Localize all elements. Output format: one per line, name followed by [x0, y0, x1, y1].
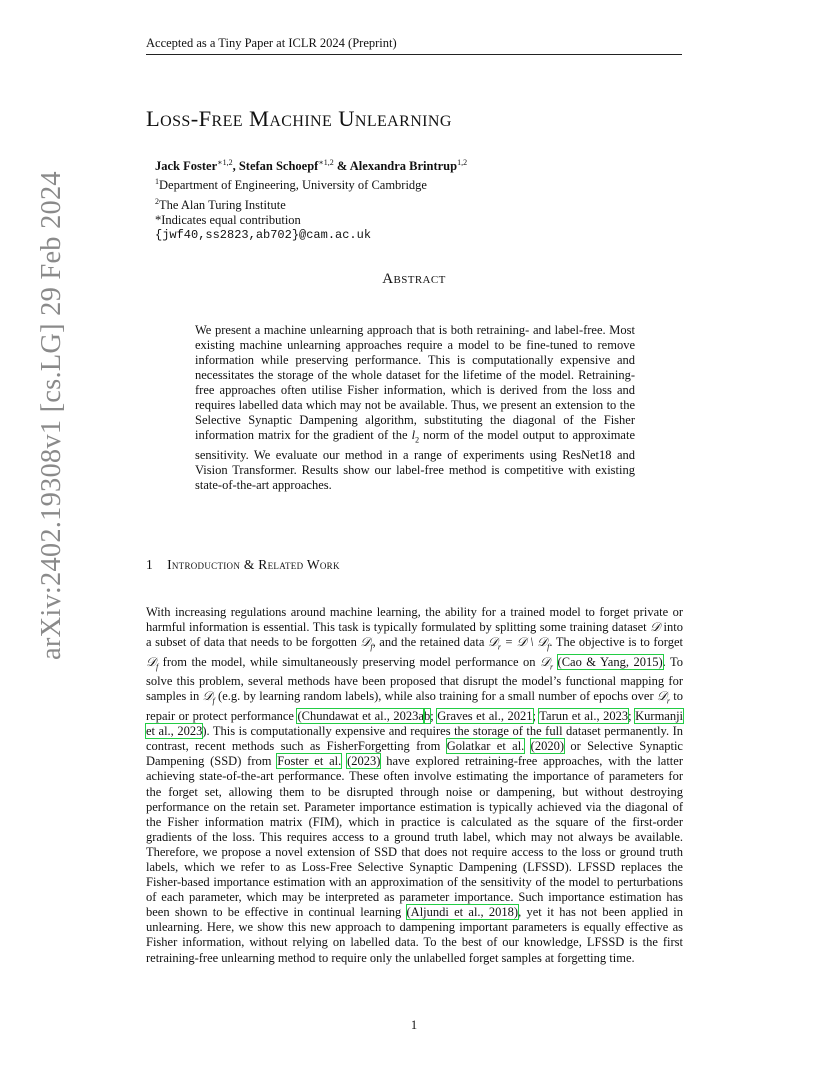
author-names [155, 155, 467, 174]
body-paragraph: With increasing regulations around machine learning, the ability for a trained model to forget private or harmful information is essential. This task is typically formulated by splitting some training dataset 𝒟 into a subset of data that needs to be forgotten 𝒟$_f$, and the retained data 𝒟$_r$ = 𝒟 \ 𝒟$_f$. The objective is to forget 𝒟$_f$ from the model, while simultaneously preserving model performance on 𝒟$_r$ (Cao & Yang, 2015). To solve this problem, several methods have been proposed that disrupt the model’s functional mapping for samples in 𝒟$_f$ (e.g. by learning random labels), while also training for a small number of epochs over 𝒟$_r$ to repair or protect performance (Chundawat et al., 2023ab; Graves et al., 2021; Tarun et al., 2023; Kurmanji et al., 2023). This is computationally expensive and requires the storage of the full dataset permanently. In contrast, recent methods such as FisherForgetting from Golatkar et al. (2020) or Selective Synaptic Dampening (SSD) from Foster et al. (2023) have explored retraining-free approaches, with the latter achieving state-of-the-art performance. These often involve estimating the importance of parameters for the forget set, allowing them to be disrupted through noise or dampening, but without destroying performance on the retain set. Parameter importance estimation is typically achieved via the diagonal of the Fisher information matrix (FIM), which in practice is calculated as the square of the first-order gradients of the loss. This requires access to a ground truth label, which may not always be available. Therefore, we propose a novel extension of SSD that does not require access to the loss or ground truth labels, which we refer to as Loss-Free Selective Synaptic Dampening (LFSSD). LFSSD replaces the Fisher-based importance estimation with an approximation of the sensitivity of the model to perturbations of each parameter, which may be interpreted as parameter importance. Such importance estimation has been shown to be effective in continual learning (Aljundi et al., 2018), yet it has not been applied in unlearning. Here, we show this new approach to dampening important parameters is equally effective as Fisher information, without relying on labelled data. To the best of our knowledge, LFSSD is the first retraining-free unlearning method to require only the unlabelled forget samples at forgetting time. [146, 605, 684, 965]
citation-link[interactable]: Golatkar et al. [446, 739, 525, 754]
citation-link[interactable]: (Aljundi et al., 2018) [406, 905, 519, 920]
arxiv-identifier: arXiv:2402.19308v1 [cs.LG] 29 Feb 2024 [36, 171, 67, 660]
author-3-affil: 1,2 [457, 158, 468, 167]
affiliation-1: $^1$Department of Engineering, University of Cambridge [155, 177, 427, 193]
citation-link[interactable]: b [423, 709, 431, 724]
section-title: Introduction & Related Work [167, 557, 340, 572]
abstract-heading: Abstract [382, 271, 446, 287]
author-separator: , [232, 159, 239, 174]
paper-title: Loss-Free Machine Unlearning [146, 106, 452, 131]
author-2-affil: ∗1,2 [318, 158, 334, 167]
page-number: 1 [410, 1018, 418, 1032]
affiliation-2: $^2$The Alan Turing Institute [155, 196, 286, 212]
citation-link[interactable]: Tarun et al., 2023 [539, 709, 629, 724]
citation-link[interactable]: Kurmanji et al., 2023 [146, 709, 684, 739]
page-header: Accepted as a Tiny Paper at ICLR 2024 (Preprint) [146, 36, 682, 55]
section-number: 1 [146, 557, 154, 572]
section-heading [146, 557, 340, 573]
abstract-text: We present a machine unlearning approach that is both retraining- and label-free. Most existing machine unlearning approaches require a model to be fine-tuned to remove information while preserving performance. This is computationally expensive and necessitates the storage of the whole dataset for the lifetime of the model. Retraining-free approaches often utilise Fisher information, which is derived from the loss and requires labelled data which may not be available. Thus, we present an extension to the Selective Synaptic Dampening algorithm, substituting the diagonal of the Fisher information matrix for the gradient of the $l_2$ norm of the model output to approximate sensitivity. We evaluate our method in a range of experiments using ResNet18 and Vision Transformer. Results show our label-free method is competitive with existing state-of-the-art approaches. [195, 323, 635, 492]
author-2: Stefan Schoepf [238, 159, 319, 174]
citation-link[interactable]: Graves et al., 2021 [437, 709, 533, 724]
author-1-affil: ∗1,2 [217, 158, 233, 167]
citation-link[interactable]: (2020) [530, 739, 564, 754]
author-emails[interactable]: {jwf40,ss2823,ab702}@cam.ac.uk [155, 228, 372, 243]
citation-link[interactable]: (Cao & Yang, 2015) [557, 654, 663, 669]
author-block [155, 155, 467, 243]
author-separator: & [333, 159, 350, 174]
citation-link[interactable]: Foster et al. [277, 754, 342, 769]
author-3: Alexandra Brintrup [349, 159, 458, 174]
author-1: Jack Foster [155, 159, 218, 174]
equal-contribution-note: *Indicates equal contribution [155, 213, 301, 228]
citation-link[interactable]: (Chundawat et al., 2023a [297, 709, 424, 724]
citation-link[interactable]: (2023) [347, 754, 381, 769]
